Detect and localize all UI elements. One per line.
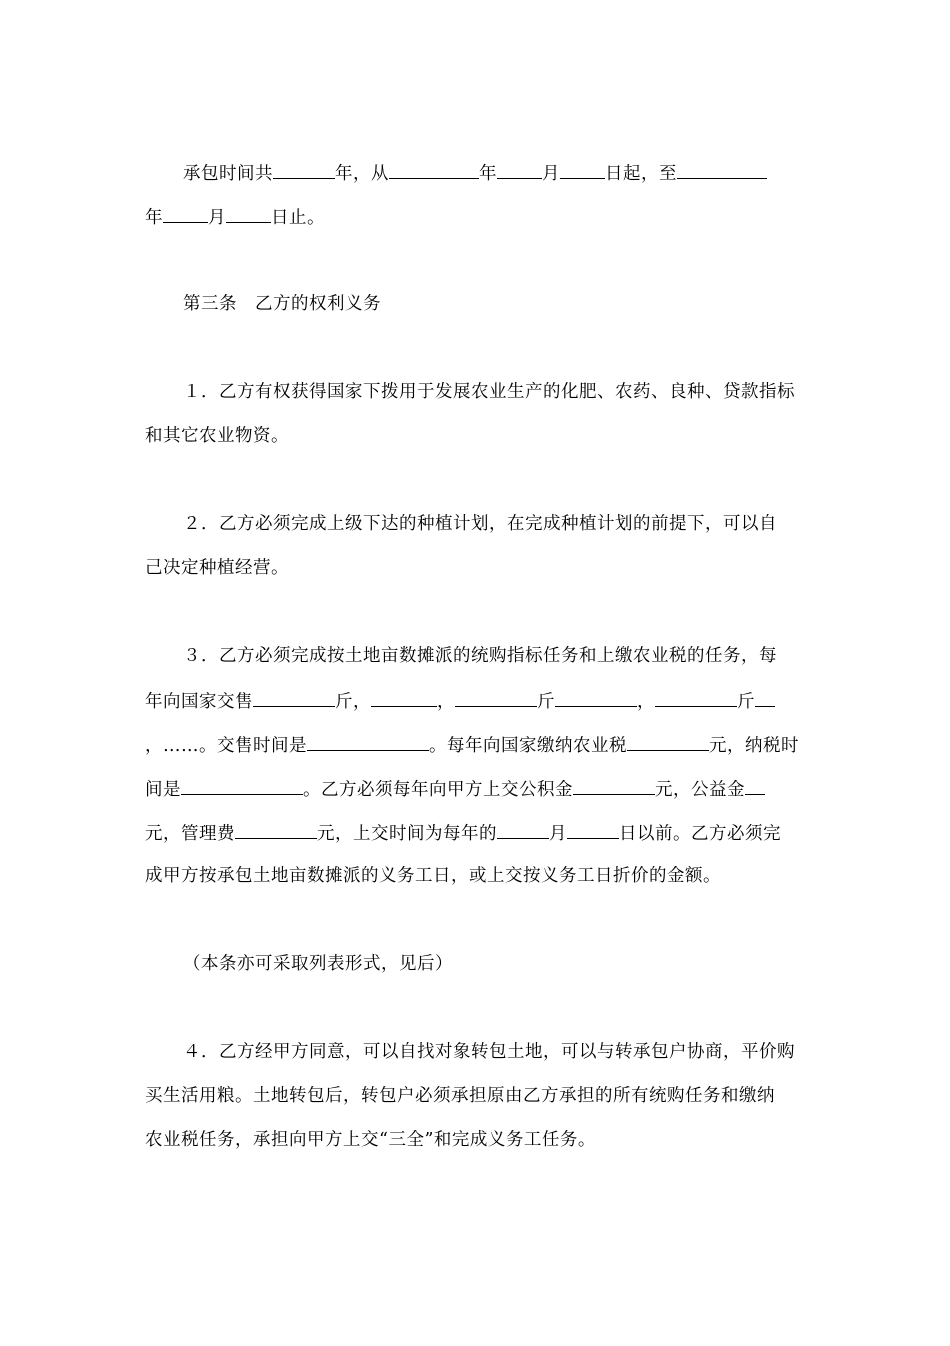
item-1-line-2: 和其它农业物资。 bbox=[145, 426, 289, 446]
blank-field bbox=[573, 777, 655, 795]
blank-field bbox=[307, 733, 429, 751]
text: 元，公益金 bbox=[655, 780, 745, 800]
blank-field bbox=[235, 821, 317, 839]
blank-field bbox=[755, 689, 775, 707]
text: 年，从 bbox=[335, 164, 389, 184]
blank-field bbox=[273, 161, 335, 179]
item-2-line-2: 己决定种植经营。 bbox=[145, 558, 289, 578]
blank-field bbox=[497, 161, 542, 179]
blank-field bbox=[226, 205, 271, 223]
text: 斤 bbox=[537, 692, 555, 712]
text: 月 bbox=[208, 208, 226, 228]
text: 承包时间共 bbox=[183, 164, 273, 184]
text: 年 bbox=[145, 208, 163, 228]
item-1-line-1: １．乙方有权获得国家下拨用于发展农业生产的化肥、农药、良种、贷款指标 bbox=[183, 382, 795, 402]
item-3-line-1: ３．乙方必须完成按土地亩数摊派的统购指标任务和上缴农业税的任务，每 bbox=[183, 646, 777, 666]
text: 月 bbox=[549, 824, 567, 844]
blank-field bbox=[181, 777, 303, 795]
blank-field bbox=[163, 205, 208, 223]
text: 间是 bbox=[145, 780, 181, 800]
contract-term-line-2 bbox=[145, 205, 325, 229]
text: 日止。 bbox=[271, 208, 325, 228]
text: ， bbox=[437, 692, 455, 712]
text: 斤， bbox=[335, 692, 371, 712]
item-4-line-1: ４．乙方经甲方同意，可以自找对象转包土地，可以与转承包户协商，平价购 bbox=[183, 1042, 795, 1062]
blank-field bbox=[389, 161, 479, 179]
blank-field bbox=[555, 689, 637, 707]
blank-field bbox=[560, 161, 605, 179]
blank-field bbox=[497, 821, 549, 839]
contract-term-line-1 bbox=[183, 161, 767, 185]
item-3-line-2 bbox=[145, 689, 775, 713]
blank-field bbox=[627, 733, 709, 751]
blank-field bbox=[253, 689, 335, 707]
text: 。每年向国家缴纳农业税 bbox=[429, 736, 627, 756]
text: 年 bbox=[479, 164, 497, 184]
blank-field bbox=[567, 821, 619, 839]
item-3-line-4 bbox=[145, 777, 765, 801]
blank-field bbox=[677, 161, 767, 179]
text: 月 bbox=[542, 164, 560, 184]
text: ， bbox=[637, 692, 655, 712]
blank-field bbox=[655, 689, 737, 707]
item-4-line-2: 买生活用粮。土地转包后，转包户必须承担原由乙方承担的所有统购任务和缴纳 bbox=[145, 1086, 775, 1106]
blank-field bbox=[455, 689, 537, 707]
item-2-line-1: ２．乙方必须完成上级下达的种植计划，在完成种植计划的前提下，可以自 bbox=[183, 514, 777, 534]
text: 元，上交时间为每年的 bbox=[317, 824, 497, 844]
text: 日以前。乙方必须完 bbox=[619, 824, 781, 844]
item-3-line-6: 成甲方按承包土地亩数摊派的义务工日，或上交按义务工日折价的金额。 bbox=[145, 866, 721, 886]
text: 日起，至 bbox=[605, 164, 677, 184]
blank-field bbox=[745, 777, 765, 795]
item-3-line-5 bbox=[145, 821, 781, 845]
section-heading: 第三条 乙方的权利义务 bbox=[183, 294, 381, 314]
text: 斤 bbox=[737, 692, 755, 712]
text: 元，纳税时 bbox=[709, 736, 799, 756]
note-line: （本条亦可采取列表形式，见后） bbox=[183, 954, 453, 974]
item-3-line-3 bbox=[145, 733, 799, 757]
blank-field bbox=[371, 689, 437, 707]
text: 元，管理费 bbox=[145, 824, 235, 844]
text: 年向国家交售 bbox=[145, 692, 253, 712]
text: ，……。交售时间是 bbox=[145, 736, 307, 756]
text: 。乙方必须每年向甲方上交公积金 bbox=[303, 780, 573, 800]
item-4-line-3: 农业税任务，承担向甲方上交“三全”和完成义务工任务。 bbox=[145, 1130, 596, 1150]
